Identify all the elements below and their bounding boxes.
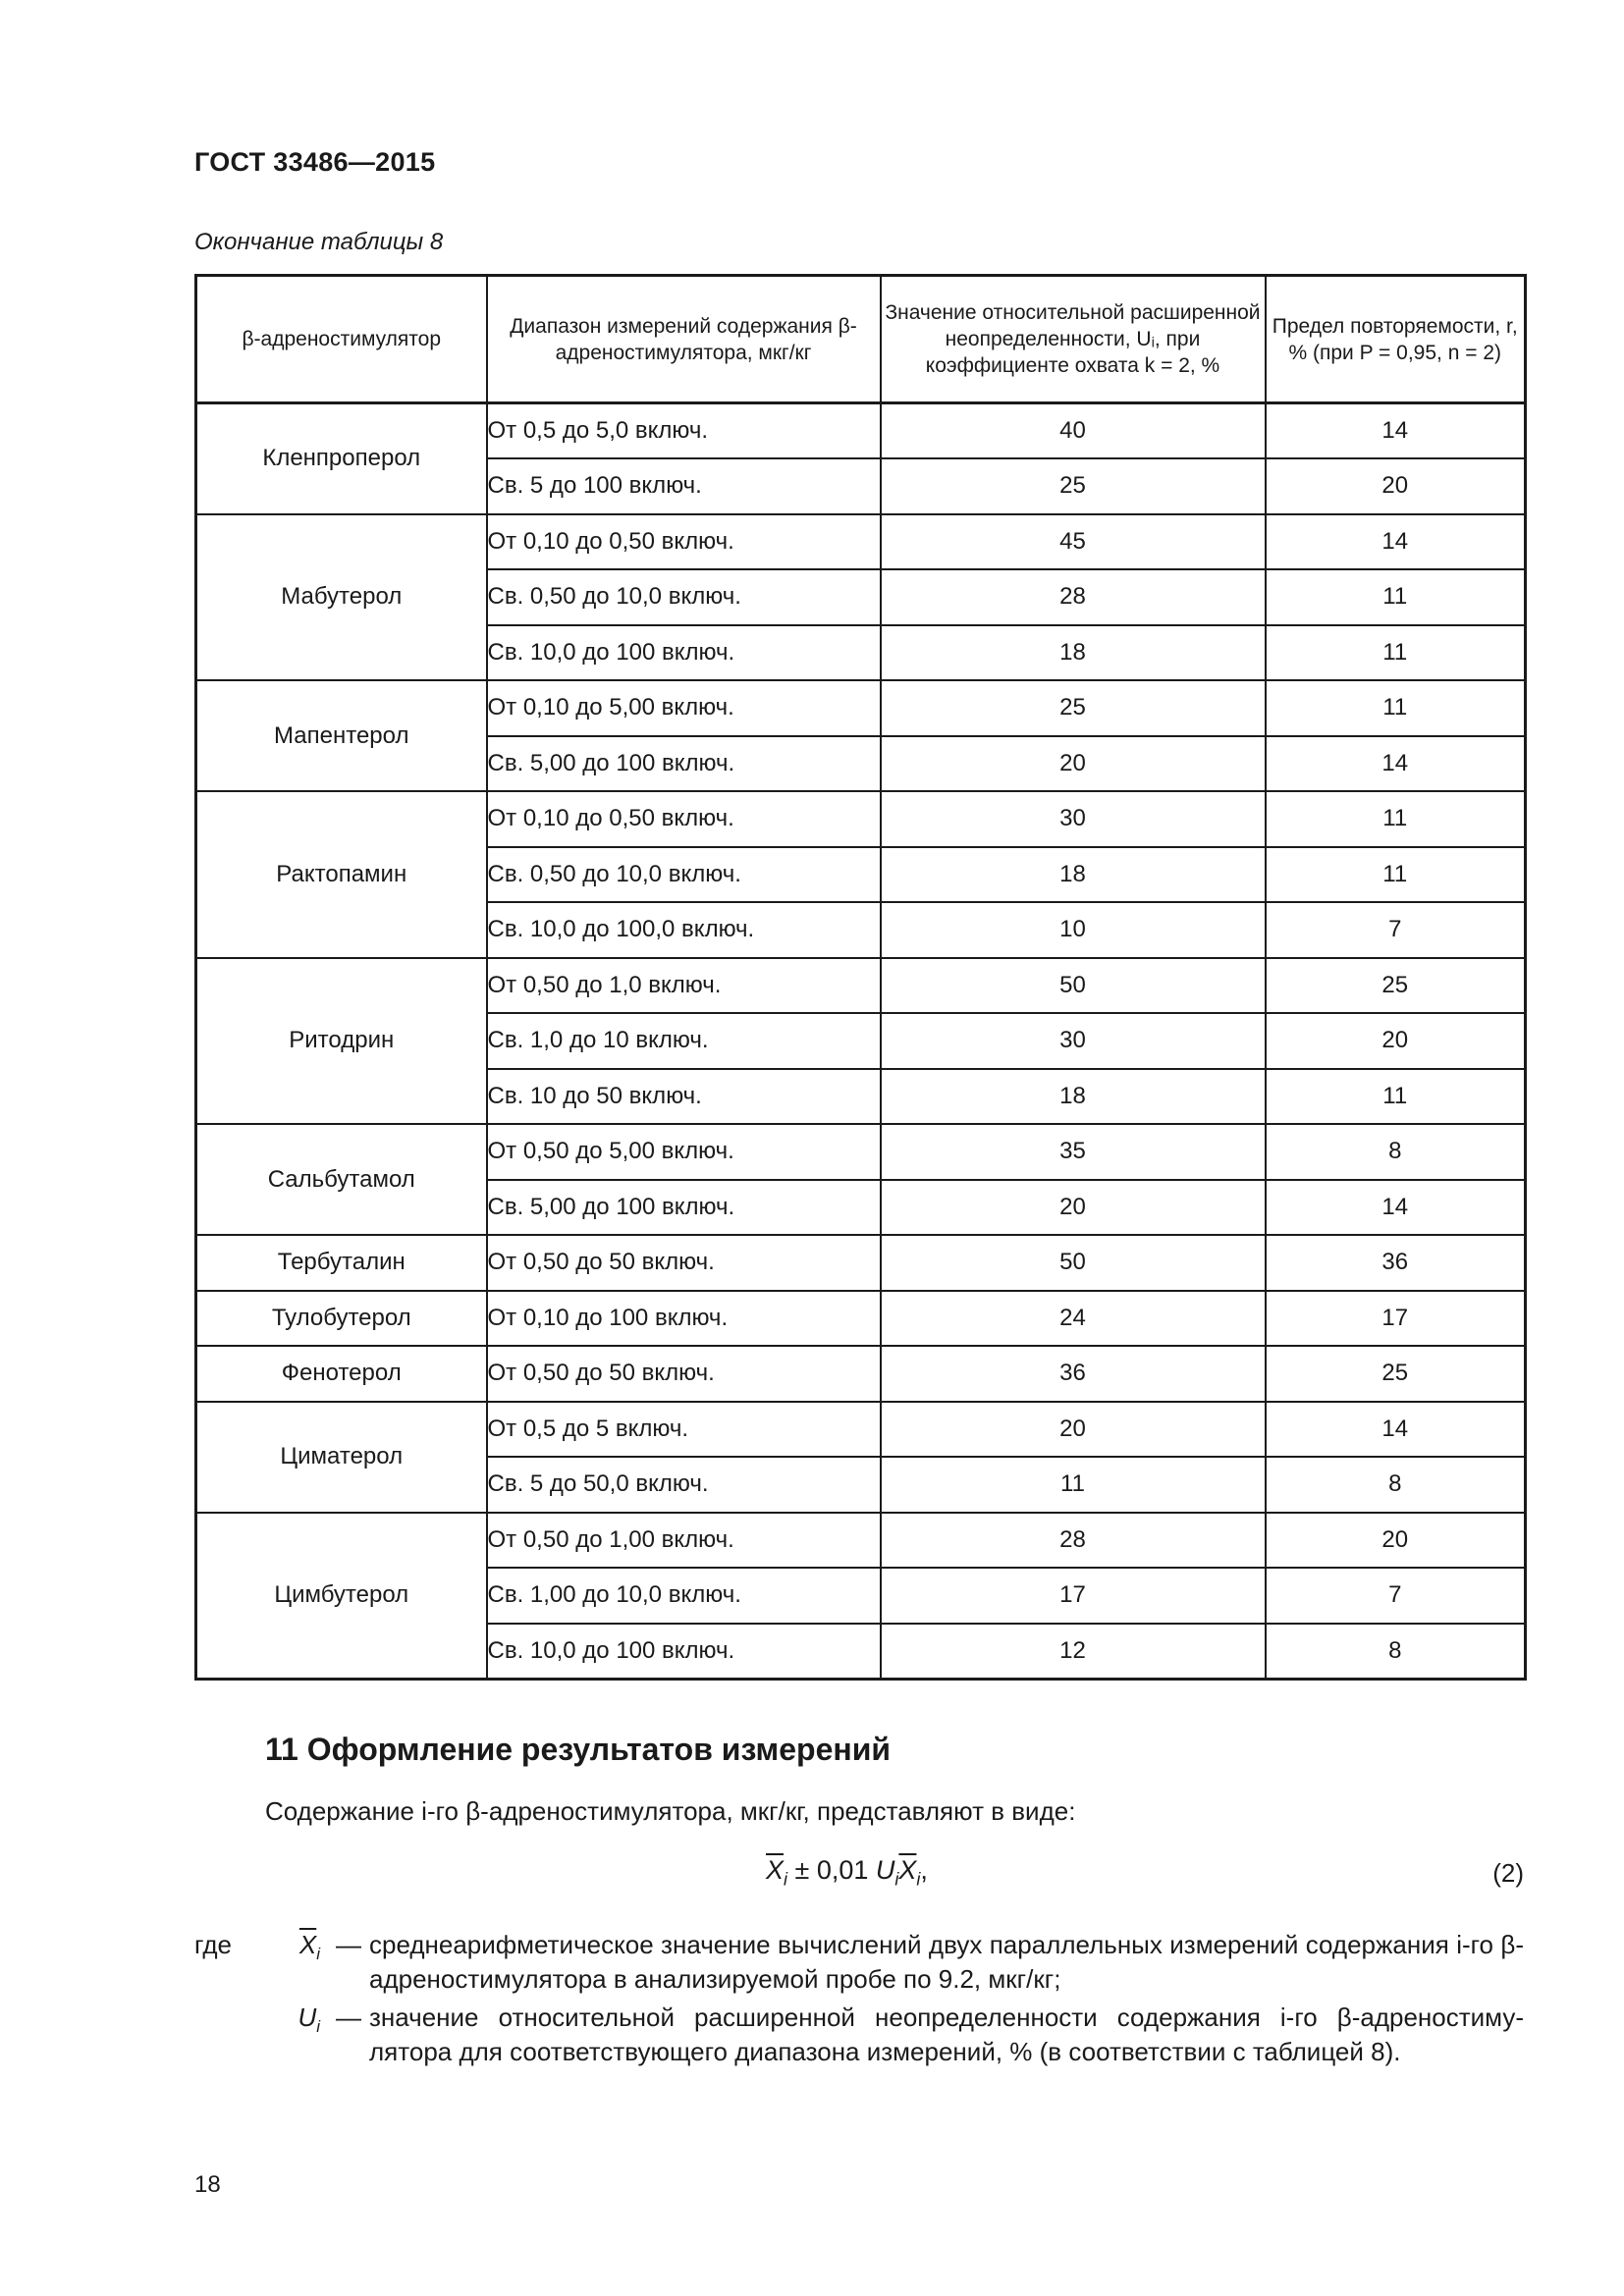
repeatability-cell: 14	[1266, 1180, 1526, 1236]
range-cell: От 0,5 до 5 включ.	[487, 1402, 881, 1458]
repeatability-cell: 11	[1266, 569, 1526, 625]
table-row	[196, 403, 1526, 459]
range-cell: От 0,5 до 5,0 включ.	[487, 403, 881, 459]
agent-cell: Фенотерол	[196, 1346, 487, 1402]
definition-row	[194, 1928, 1524, 1997]
agent-cell: Ритодрин	[196, 958, 487, 1125]
uncertainty-cell: 24	[881, 1291, 1266, 1347]
formula-x-bar: $\overline{X}$	[766, 1855, 785, 1885]
uncertainty-cell: 45	[881, 514, 1266, 570]
repeatability-cell: 20	[1266, 1513, 1526, 1569]
repeatability-cell: 8	[1266, 1457, 1526, 1513]
table-row	[196, 1346, 1526, 1402]
table-row	[196, 1124, 1526, 1180]
agent-cell: Циматерол	[196, 1402, 487, 1513]
range-cell: От 0,50 до 1,0 включ.	[487, 958, 881, 1014]
range-cell: Св. 10,0 до 100 включ.	[487, 625, 881, 681]
table-row	[196, 1402, 1526, 1458]
formula-sub: i	[894, 1869, 899, 1890]
table-row	[196, 791, 1526, 847]
table-8	[194, 274, 1527, 1681]
repeatability-cell: 7	[1266, 1568, 1526, 1624]
col-header-range: Диапазон измерений содержания β-адреностимулятора, мкг/кг	[487, 276, 881, 403]
uncertainty-cell: 28	[881, 1513, 1266, 1569]
uncertainty-cell: 18	[881, 847, 1266, 903]
agent-cell: Тулобутерол	[196, 1291, 487, 1347]
uncertainty-cell: 28	[881, 569, 1266, 625]
uncertainty-cell: 40	[881, 403, 1266, 459]
range-cell: Св. 0,50 до 10,0 включ.	[487, 569, 881, 625]
agent-cell: Мапентерол	[196, 680, 487, 791]
uncertainty-cell: 20	[881, 1180, 1266, 1236]
definition-symbol: $\overline{X}_i$	[298, 1930, 320, 1964]
range-cell: Св. 5 до 100 включ.	[487, 458, 881, 514]
range-cell: Св. 1,00 до 10,0 включ.	[487, 1568, 881, 1624]
formula-sub: i	[916, 1869, 921, 1890]
repeatability-cell: 8	[1266, 1124, 1526, 1180]
uncertainty-cell: 20	[881, 736, 1266, 792]
repeatability-cell: 25	[1266, 958, 1526, 1014]
formula-op: ± 0,01	[787, 1855, 876, 1885]
repeatability-cell: 11	[1266, 625, 1526, 681]
repeatability-cell: 20	[1266, 1013, 1526, 1069]
repeatability-cell: 25	[1266, 1346, 1526, 1402]
uncertainty-cell: 12	[881, 1624, 1266, 1680]
definitions	[194, 1928, 1524, 2073]
table-row	[196, 1235, 1526, 1291]
section-intro: Содержание i-го β-адреностимулятора, мкг/кг, представляют в виде:	[265, 1796, 1076, 1826]
range-cell: От 0,10 до 100 включ.	[487, 1291, 881, 1347]
range-cell: Св. 5,00 до 100 включ.	[487, 736, 881, 792]
uncertainty-cell: 36	[881, 1346, 1266, 1402]
uncertainty-cell: 18	[881, 625, 1266, 681]
range-cell: Св. 1,0 до 10 включ.	[487, 1013, 881, 1069]
repeatability-cell: 11	[1266, 680, 1526, 736]
repeatability-cell: 14	[1266, 514, 1526, 570]
definition-row	[194, 2001, 1524, 2069]
range-cell: Св. 10 до 50 включ.	[487, 1069, 881, 1125]
page-number: 18	[194, 2171, 221, 2198]
repeatability-cell: 20	[1266, 458, 1526, 514]
formula-sub: i	[784, 1869, 788, 1890]
formula-u: U	[875, 1855, 895, 1885]
agent-cell: Мабутерол	[196, 514, 487, 681]
range-cell: Св. 0,50 до 10,0 включ.	[487, 847, 881, 903]
section-title: 11 Оформление результатов измерений	[265, 1732, 892, 1767]
definition-symbol: $U_i$	[298, 2002, 320, 2037]
uncertainty-cell: 20	[881, 1402, 1266, 1458]
table-caption: Окончание таблицы 8	[194, 229, 444, 255]
range-cell: От 0,50 до 50 включ.	[487, 1235, 881, 1291]
formula-x-bar: $\overline{X}$	[898, 1855, 917, 1885]
range-cell: От 0,10 до 0,50 включ.	[487, 791, 881, 847]
table-header-row	[196, 276, 1526, 403]
range-cell: Св. 10,0 до 100 включ.	[487, 1624, 881, 1680]
range-cell: Св. 10,0 до 100,0 включ.	[487, 902, 881, 958]
range-cell: От 0,50 до 5,00 включ.	[487, 1124, 881, 1180]
formula-tail: ,	[920, 1855, 928, 1885]
definition-dash: —	[336, 1930, 361, 1959]
uncertainty-cell: 25	[881, 680, 1266, 736]
table-row	[196, 958, 1526, 1014]
table-body	[196, 403, 1526, 1680]
repeatability-cell: 14	[1266, 403, 1526, 459]
repeatability-cell: 17	[1266, 1291, 1526, 1347]
formula-2	[766, 1855, 928, 1890]
table-row	[196, 680, 1526, 736]
definition-text: среднеарифметическое значение вычислений двух параллельных измерений содержания i-го β-адреностимулятора в анализируемой пробе по 9.2, мкг/кг;	[369, 1930, 1524, 1994]
col-header-uncertainty: Значение относительной расширенной неопределенности, Uᵢ, при коэффициенте охвата k = 2, %	[881, 276, 1266, 403]
definition-dash: —	[336, 2002, 361, 2032]
table-row	[196, 1291, 1526, 1347]
uncertainty-cell: 11	[881, 1457, 1266, 1513]
range-cell: От 0,50 до 1,00 включ.	[487, 1513, 881, 1569]
agent-cell: Кленпроперол	[196, 403, 487, 514]
table-row	[196, 514, 1526, 570]
uncertainty-cell: 50	[881, 958, 1266, 1014]
definition-text: значение относительной расширенной неопределенности содержания i-го β-адреностиму-лятора для соответствующего диапазона измерений, % (в соответствии с таблицей 8).	[369, 2002, 1524, 2066]
repeatability-cell: 11	[1266, 847, 1526, 903]
uncertainty-cell: 17	[881, 1568, 1266, 1624]
uncertainty-cell: 30	[881, 1013, 1266, 1069]
agent-cell: Сальбутамол	[196, 1124, 487, 1235]
repeatability-cell: 11	[1266, 791, 1526, 847]
col-header-agent: β-адреностимулятор	[196, 276, 487, 403]
range-cell: От 0,10 до 0,50 включ.	[487, 514, 881, 570]
range-cell: Св. 5,00 до 100 включ.	[487, 1180, 881, 1236]
equation-number: (2)	[1492, 1858, 1524, 1888]
uncertainty-cell: 25	[881, 458, 1266, 514]
uncertainty-cell: 10	[881, 902, 1266, 958]
repeatability-cell: 11	[1266, 1069, 1526, 1125]
range-cell: Св. 5 до 50,0 включ.	[487, 1457, 881, 1513]
repeatability-cell: 14	[1266, 1402, 1526, 1458]
repeatability-cell: 14	[1266, 736, 1526, 792]
uncertainty-cell: 50	[881, 1235, 1266, 1291]
repeatability-cell: 8	[1266, 1624, 1526, 1680]
table-row	[196, 1513, 1526, 1569]
uncertainty-cell: 18	[881, 1069, 1266, 1125]
uncertainty-cell: 35	[881, 1124, 1266, 1180]
repeatability-cell: 36	[1266, 1235, 1526, 1291]
range-cell: От 0,50 до 50 включ.	[487, 1346, 881, 1402]
where-word: где	[194, 1930, 232, 1959]
agent-cell: Цимбутерол	[196, 1513, 487, 1680]
repeatability-cell: 7	[1266, 902, 1526, 958]
range-cell: От 0,10 до 5,00 включ.	[487, 680, 881, 736]
document-id: ГОСТ 33486—2015	[194, 147, 436, 177]
agent-cell: Тербуталин	[196, 1235, 487, 1291]
agent-cell: Рактопамин	[196, 791, 487, 958]
col-header-repeatability: Предел повторяемости, r, % (при P = 0,95, n = 2)	[1266, 276, 1526, 403]
uncertainty-cell: 30	[881, 791, 1266, 847]
